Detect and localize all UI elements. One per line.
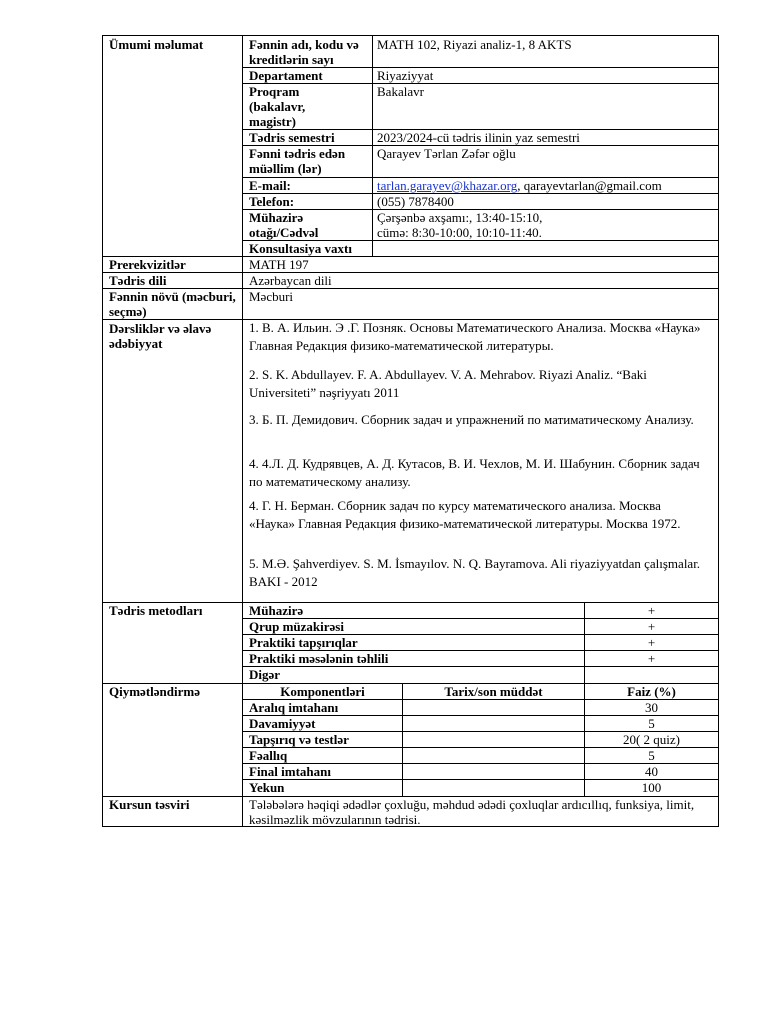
value-course-description: Tələbələrə həqiqi ədədlər çoxluğu, məhdud ədədi çoxluqlar ardıcıllıq, funksiya, limit, kəsilməzlik mövzularının tədrisi.	[249, 797, 695, 827]
value-course-name: MATH 102, Riyazi analiz-1, 8 AKTS	[377, 37, 572, 52]
value-room-schedule: Çərşənbə axşamı:, 13:40-15:10, cümə: 8:30-10:00, 10:10-11:40.	[377, 210, 543, 240]
literature-item: 4. Г. Н. Берман. Сборник задач по курсу математического анализа. Москва «Наука» Главная Редакция физико-математической литературы. Москва 1972.	[249, 498, 681, 531]
grading-component: Final imtahanı	[249, 764, 331, 779]
label-room-schedule: Mühazirə otağı/Cədvəl	[249, 210, 319, 240]
syllabus-table	[102, 35, 719, 827]
label-program: Proqram (bakalavr, magistr)	[249, 84, 306, 129]
label-department: Departament	[249, 68, 323, 83]
value-prerequisites: MATH 197	[249, 257, 309, 272]
method-name: Praktiki tapşırıqlar	[249, 635, 358, 650]
grading-percent: 100	[641, 780, 662, 795]
literature-item: 2. S. K. Abdullayev. F. A. Abdullayev. V. A. Mehrabov. Riyazi Analiz. “Baki Universiteti” nəşriyyatı 2011	[249, 367, 647, 400]
row-sep	[242, 193, 719, 194]
label-prerequisites: Prerekvizitlər	[109, 257, 186, 272]
section-label-general: Ümumi məlumat	[109, 37, 204, 52]
label-email: E-mail:	[249, 178, 291, 193]
method-name: Digər	[249, 667, 281, 682]
value-course-type: Məcburi	[249, 289, 294, 304]
method-name: Praktiki məsələnin təhlili	[249, 651, 389, 666]
email-link[interactable]: tarlan.garayev@khazar.org	[377, 178, 518, 193]
method-mark: +	[647, 603, 656, 618]
value-instructor: Qarayev Tərlan Zəfər oğlu	[377, 146, 516, 161]
row-sep	[242, 666, 719, 667]
value-language: Azərbaycan dili	[249, 273, 332, 288]
method-mark: +	[647, 619, 656, 634]
grading-component: Tapşırıq və testlər	[249, 732, 349, 747]
label-semester: Tədris semestri	[249, 130, 335, 145]
label-column-divider	[242, 35, 243, 827]
method-mark: +	[647, 651, 656, 666]
grading-component: Yekun	[249, 780, 285, 795]
literature-item: 3. Б. П. Демидович. Сборник задач и упражнений по матиматическому Анализу.	[249, 412, 694, 427]
label-grading: Qiymətləndirmə	[109, 684, 200, 699]
label-consultation: Konsultasiya vaxtı	[249, 241, 352, 256]
label-course-description: Kursun təsviri	[109, 797, 190, 812]
border-right	[718, 35, 719, 827]
grading-percent: 20( 2 quiz)	[622, 732, 681, 747]
literature-item: 5. M.Ə. Şahverdiyev. S. M. İsmayılov. N. Q. Bayramova. Ali riyaziyyatdan çalışmalar. BAKI - 2012	[249, 556, 701, 589]
email-secondary: , qarayevtarlan@gmail.com	[517, 178, 662, 193]
label-course-type: Fənnin növü (məcburi, seçmə)	[109, 289, 236, 319]
border-left	[102, 35, 103, 827]
grading-header-percent: Faiz (%)	[627, 684, 676, 699]
label-language: Tədris dili	[109, 273, 167, 288]
grading-header-components: Komponentləri	[280, 684, 365, 699]
grading-percent: 5	[648, 748, 655, 763]
value-program: Bakalavr	[377, 84, 424, 99]
border-top	[102, 35, 719, 36]
label-course-name: Fənnin adı, kodu və kreditlərin sayı	[249, 37, 359, 67]
label-methods: Tədris metodları	[109, 603, 203, 618]
value-semester: 2023/2024-cü tədris ilinin yaz semestri	[377, 130, 580, 145]
label-phone: Telefon:	[249, 194, 295, 209]
value-phone: (055) 7878400	[377, 194, 454, 209]
row-sep	[102, 272, 719, 273]
method-mark: +	[647, 635, 656, 650]
grading-percent: 30	[645, 700, 658, 715]
literature-item: 1. В. А. Ильин. Э .Г. Позняк. Основы Математического Анализа. Москва «Наука» Главная Редакция физико-математической литературы.	[249, 320, 701, 353]
value-email	[377, 178, 662, 193]
label-instructor: Fənni tədris edən müəllim (lər)	[249, 146, 346, 176]
row-sep	[102, 256, 719, 257]
grading-component: Davamiyyət	[249, 716, 316, 731]
grading-percent: 40	[645, 764, 658, 779]
grading-percent: 5	[648, 716, 655, 731]
grading-component: Aralıq imtahanı	[249, 700, 339, 715]
grading-header-deadline: Tarix/son müddət	[444, 684, 543, 699]
method-name: Mühazirə	[249, 603, 304, 618]
grading-component: Fəallıq	[249, 748, 288, 763]
method-name: Qrup müzakirəsi	[249, 619, 344, 634]
value-department: Riyaziyyat	[377, 68, 434, 83]
literature-item: 4. 4.Л. Д. Кудрявцев, А. Д. Кутасов, В. И. Чехлов, М. И. Шабунин. Сборник задач по математическому анализу.	[249, 456, 700, 489]
label-literature: Dərsliklər və əlavə ədəbiyyat	[109, 321, 212, 351]
